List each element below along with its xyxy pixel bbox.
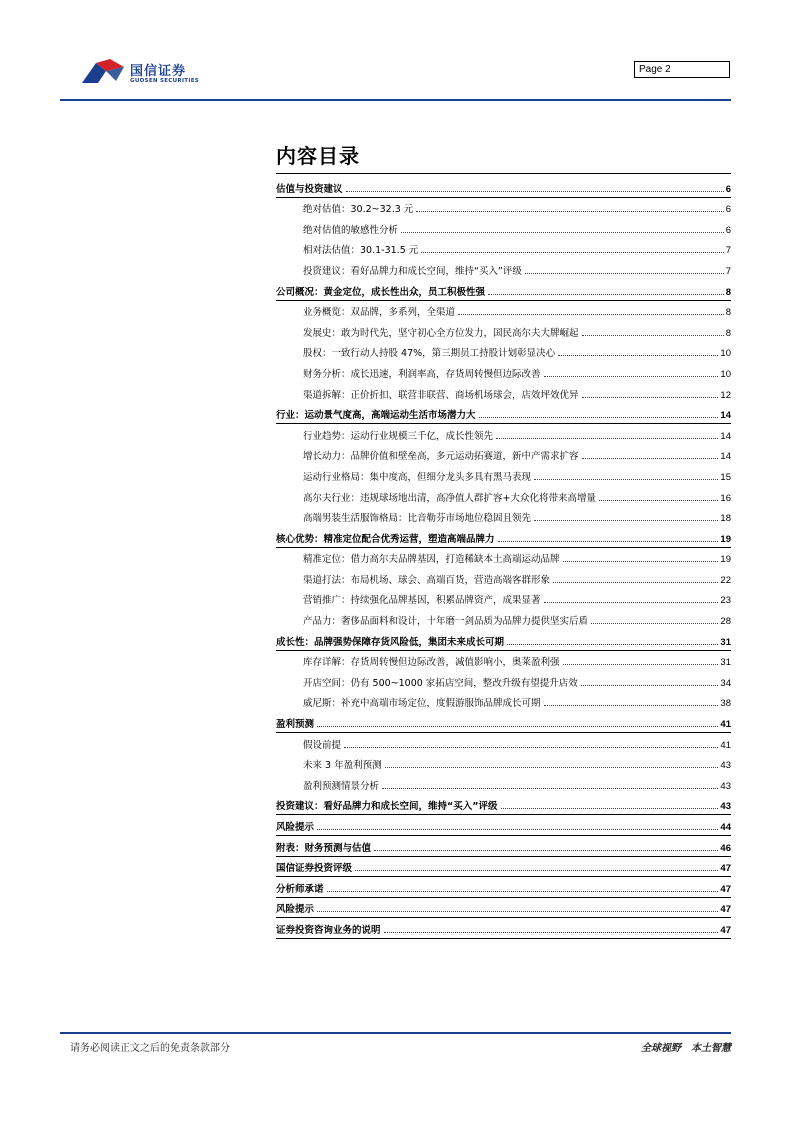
toc-entry-title: 盈利预测情景分析 — [303, 780, 380, 792]
toc-subsection-link[interactable] — [276, 239, 731, 260]
toc-entry-title: 风险提示 — [276, 904, 315, 916]
toc-dot-leader — [496, 438, 718, 439]
footer-slogan-1: 全球视野 — [641, 1043, 681, 1054]
toc-subsection-link[interactable] — [276, 548, 731, 569]
toc-entry-title: 绝对估值的敏感性分析 — [303, 224, 399, 236]
toc-dot-leader — [355, 870, 718, 871]
toc-subsection-link[interactable] — [276, 465, 731, 486]
toc-entry-page: 6 — [725, 183, 731, 195]
toc-entry-page: 38 — [720, 698, 731, 710]
toc-entry-page: 6 — [725, 224, 731, 236]
toc-entry-title: 开店空间：仍有 500~1000 家拓店空间，整改升级有望提升店效 — [303, 677, 578, 689]
toc-dot-leader — [401, 232, 724, 233]
toc-entry-title: 财务分析：成长迅速，利润率高，存货周转慢但边际改善 — [303, 368, 541, 380]
toc-entry-page: 31 — [720, 636, 731, 648]
toc-entry-title: 投资建议：看好品牌力和成长空间，维持“买入”评级 — [303, 265, 522, 277]
toc-subsection-link[interactable] — [276, 486, 731, 507]
toc-dot-leader — [544, 705, 719, 706]
footer-slogan — [631, 1039, 731, 1054]
toc-dot-leader — [317, 726, 718, 727]
toc-dot-leader — [582, 397, 719, 398]
toc-entry-page: 23 — [720, 595, 731, 607]
toc-entry-page: 19 — [720, 533, 731, 545]
toc-entry-title: 相对法估值：30.1-31.5 元 — [303, 245, 419, 257]
toc-entry-title: 证券投资咨询业务的说明 — [276, 924, 381, 936]
toc-dot-leader — [558, 355, 718, 356]
toc-subsection-link[interactable] — [276, 259, 731, 280]
toc-subsection-link[interactable] — [276, 609, 731, 630]
logo-text-en: GUOSEN SECURITIES — [130, 78, 200, 84]
toc-section-link[interactable] — [276, 404, 731, 425]
toc-entry-page: 28 — [720, 616, 731, 628]
toc-entry-title: 高尔夫行业：违规球场地出清，高净值人群扩容+大众化将带来高增量 — [303, 492, 596, 504]
toc-entry-page: 47 — [720, 904, 731, 916]
toc-entry-page: 43 — [720, 780, 731, 792]
toc-entry-title: 产品力：奢侈品面料和设计，十年磨一剑品质为品牌力提供坚实后盾 — [303, 616, 589, 628]
toc-section-link[interactable] — [276, 177, 731, 198]
toc-entry-page: 10 — [720, 348, 731, 360]
toc-dot-leader — [317, 911, 718, 912]
toc-dot-leader — [382, 788, 718, 789]
toc-entry-title: 未来 3 年盈利预测 — [303, 760, 382, 772]
toc-dot-leader — [385, 767, 719, 768]
toc-section-link[interactable] — [276, 836, 731, 857]
toc-subsection-link[interactable] — [276, 424, 731, 445]
toc-section-link[interactable] — [276, 898, 731, 919]
toc-section-link[interactable] — [276, 712, 731, 733]
toc-entry-title: 分析师承诺 — [276, 883, 324, 895]
toc-dot-leader — [534, 479, 718, 480]
toc-entry-title: 投资建议：看好品牌力和成长空间，维持“买入”评级 — [276, 801, 498, 813]
toc-dot-leader — [479, 417, 719, 418]
toc-entry-title: 精准定位：借力高尔夫品牌基因，打造稀缺本土高端运动品牌 — [303, 554, 560, 566]
toc-entry-title: 风险提示 — [276, 822, 315, 833]
toc-dot-leader — [582, 335, 724, 336]
toc-dot-leader — [599, 500, 718, 501]
toc-entry-title: 绝对估值：30.2~32.3 元 — [303, 204, 414, 216]
toc-subsection-link[interactable] — [276, 321, 731, 342]
toc-entry-title: 核心优势：精准定位配合优秀运营，塑造高端品牌力 — [276, 533, 495, 545]
toc-section-link[interactable] — [276, 815, 731, 836]
toc-entry-title: 发展史：敢为时代先，坚守初心全方位发力，国民高尔夫大牌崛起 — [303, 327, 579, 339]
toc-dot-leader — [563, 664, 719, 665]
page-number: Page 2 — [634, 61, 730, 78]
toc-entry-title: 附表：财务预测与估值 — [276, 842, 372, 854]
toc-dot-leader — [553, 582, 718, 583]
toc-entry-page: 47 — [720, 924, 731, 936]
toc-dot-leader — [344, 747, 718, 748]
toc-section-link[interactable] — [276, 527, 731, 548]
toc-entry-page: 8 — [725, 307, 731, 319]
toc-entry-page: 46 — [720, 842, 731, 854]
toc-dot-leader — [591, 623, 718, 624]
toc-dot-leader — [544, 602, 719, 603]
footer-slogan-2: 本土智慧 — [691, 1043, 731, 1054]
toc-entry-page: 6 — [725, 204, 731, 216]
toc-entry-page: 34 — [720, 677, 731, 689]
toc-entry-page: 47 — [720, 863, 731, 875]
toc-entry-title: 行业：运动景气度高，高端运动生活市场潜力大 — [276, 410, 476, 422]
toc-dot-leader — [346, 191, 724, 192]
toc-entry-page: 19 — [720, 554, 731, 566]
toc-subsection-link[interactable] — [276, 589, 731, 610]
toc-subsection-link[interactable] — [276, 671, 731, 692]
toc-entry-title: 成长性：品牌强势保障存货风险低，集团未来成长可期 — [276, 636, 505, 648]
toc-entry-title: 业务概览：双品牌，多系列，全渠道 — [303, 307, 456, 319]
toc-entry-page: 41 — [720, 739, 731, 751]
table-of-contents — [276, 177, 731, 939]
toc-entry-page: 12 — [720, 389, 731, 401]
toc-entry-title: 股权：一致行动人持股 47%，第三期员工持股计划彰显决心 — [303, 348, 556, 360]
toc-subsection-link[interactable] — [276, 754, 731, 775]
toc-entry-page: 31 — [720, 657, 731, 669]
toc-entry-title: 威尼斯：补充中高端市场定位，度假游服饰品牌成长可期 — [303, 698, 541, 710]
toc-subsection-link[interactable] — [276, 301, 731, 322]
toc-entry-page: 43 — [720, 801, 731, 813]
toc-dot-leader — [525, 273, 724, 274]
toc-entry-page: 18 — [720, 513, 731, 525]
toc-entry-page: 44 — [720, 822, 731, 833]
toc-section-link[interactable] — [276, 857, 731, 878]
toc-subsection-link[interactable] — [276, 198, 731, 219]
toc-section-link[interactable] — [276, 280, 731, 301]
toc-entry-title: 库存详解：存货周转慢但边际改善，减值影响小，奥莱盈利强 — [303, 657, 560, 669]
toc-entry-page: 16 — [720, 492, 731, 504]
toc-entry-page: 14 — [720, 410, 731, 422]
footer-disclaimer: 请务必阅读正文之后的免责条款部分 — [70, 1043, 230, 1054]
header-divider — [60, 99, 731, 101]
toc-subsection-link[interactable] — [276, 342, 731, 363]
toc-dot-leader — [416, 211, 723, 212]
toc-dot-leader — [507, 644, 718, 645]
toc-dot-leader — [488, 294, 724, 295]
toc-subsection-link[interactable] — [276, 568, 731, 589]
toc-entry-title: 国信证券投资评级 — [276, 863, 353, 875]
toc-entry-page: 10 — [720, 368, 731, 380]
toc-entry-title: 高端男装生活服饰格局：比音勒芬市场地位稳固且领先 — [303, 513, 532, 525]
toc-section-link[interactable] — [276, 918, 731, 939]
toc-entry-page: 47 — [720, 883, 731, 895]
company-logo — [80, 55, 210, 89]
toc-dot-leader — [581, 685, 719, 686]
toc-dot-leader — [458, 314, 724, 315]
toc-dot-leader — [563, 561, 719, 562]
toc-subsection-link[interactable] — [276, 445, 731, 466]
toc-title: 内容目录 — [276, 144, 360, 168]
toc-entry-title: 公司概况：黄金定位，成长性出众，员工积极性强 — [276, 286, 486, 298]
toc-entry-title: 盈利预测 — [276, 719, 315, 731]
toc-dot-leader — [534, 520, 718, 521]
toc-entry-page: 15 — [720, 471, 731, 483]
guosen-logo-icon — [80, 57, 126, 87]
toc-subsection-link[interactable] — [276, 692, 731, 713]
toc-subsection-link[interactable] — [276, 651, 731, 672]
toc-subsection-link[interactable] — [276, 362, 731, 383]
toc-entry-page: 8 — [725, 327, 731, 339]
toc-section-link[interactable] — [276, 795, 731, 816]
toc-title-rule — [276, 173, 731, 174]
footer-divider — [60, 1032, 731, 1034]
toc-entry-page: 14 — [720, 451, 731, 463]
toc-entry-page: 8 — [725, 286, 731, 298]
toc-entry-page: 22 — [720, 574, 731, 586]
toc-dot-leader — [421, 252, 723, 253]
toc-subsection-link[interactable] — [276, 733, 731, 754]
toc-entry-title: 渠道打法：布局机场、球会、高端百货，营造高端客群形象 — [303, 574, 551, 586]
toc-entry-page: 43 — [720, 760, 731, 772]
toc-dot-leader — [498, 541, 719, 542]
toc-entry-title: 运动行业格局：集中度高，但细分龙头多具有黑马表现 — [303, 471, 532, 483]
toc-subsection-link[interactable] — [276, 218, 731, 239]
toc-entry-page: 7 — [725, 245, 731, 257]
toc-entry-title: 行业趋势：运动行业规模三千亿，成长性领先 — [303, 430, 494, 442]
toc-dot-leader — [582, 458, 719, 459]
toc-entry-title: 增长动力：品牌价值和壁垒高，多元运动拓赛道，新中产需求扩容 — [303, 451, 579, 463]
toc-entry-page: 7 — [725, 265, 731, 277]
toc-entry-title: 渠道拆解：正价折扣、联营非联营、商场机场球会，店效坪效优异 — [303, 389, 579, 401]
toc-section-link[interactable] — [276, 877, 731, 898]
toc-entry-title: 估值与投资建议 — [276, 183, 343, 195]
toc-dot-leader — [374, 850, 718, 851]
toc-subsection-link[interactable] — [276, 507, 731, 528]
toc-subsection-link[interactable] — [276, 383, 731, 404]
toc-dot-leader — [544, 376, 719, 377]
toc-entry-title: 假设前提 — [303, 739, 342, 751]
toc-subsection-link[interactable] — [276, 774, 731, 795]
toc-entry-title: 营销推广：持续强化品牌基因，积累品牌资产，成果显著 — [303, 595, 541, 607]
toc-entry-page: 14 — [720, 430, 731, 442]
toc-section-link[interactable] — [276, 630, 731, 651]
toc-entry-page: 41 — [720, 719, 731, 731]
toc-dot-leader — [384, 932, 719, 933]
toc-dot-leader — [501, 808, 719, 809]
toc-dot-leader — [327, 891, 719, 892]
logo-text-cn: 国信证券 — [130, 64, 187, 79]
toc-dot-leader — [317, 829, 718, 830]
